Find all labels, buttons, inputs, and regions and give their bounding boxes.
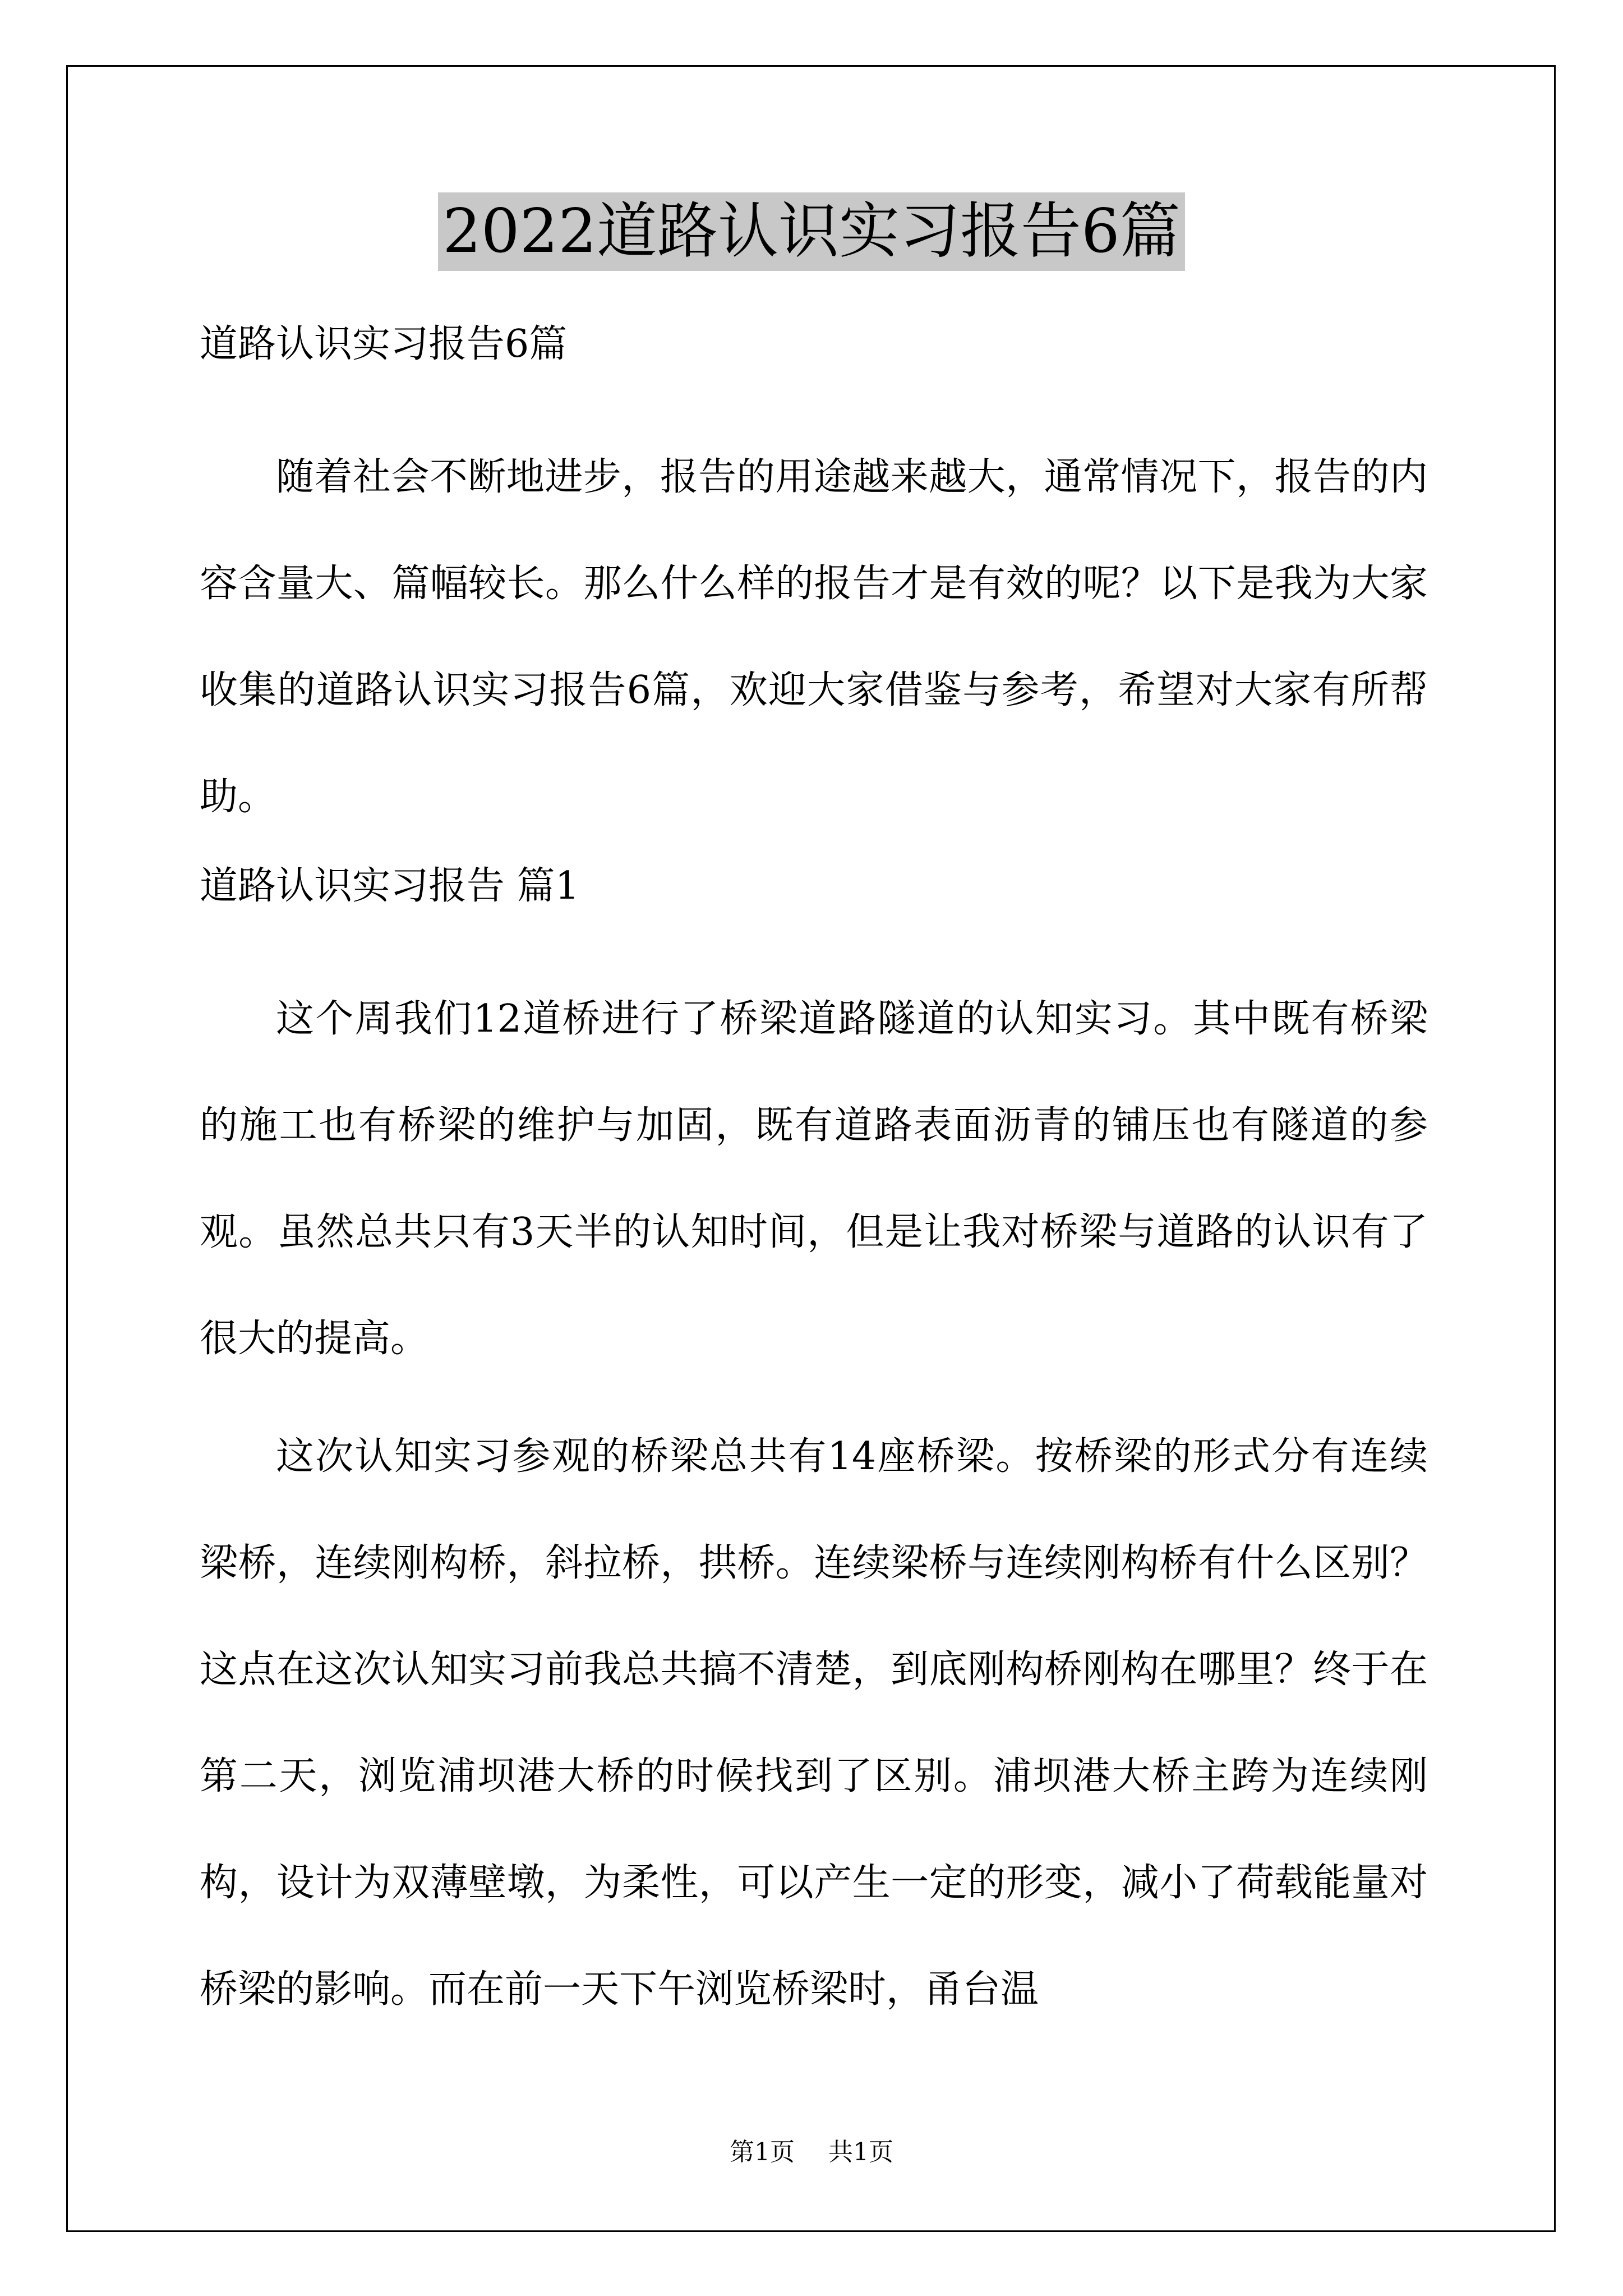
total-pages: 共1页 bbox=[828, 2138, 893, 2166]
section-heading: 道路认识实习报告 篇1 bbox=[200, 864, 579, 908]
intro-paragraph: 随着社会不断地进步，报告的用途越来越大，通常情况下，报告的内容含量大、篇幅较长。那么什么样的报告才是有效的呢？以下是我为大家收集的道路认识实习报告6篇，欢迎大家借鉴与参考，希望对大家有所帮助。 bbox=[200, 455, 1428, 819]
body-paragraph: 这次认知实习参观的桥梁总共有14座桥梁。按桥梁的形式分有连续梁桥，连续刚构桥，斜拉桥，拱桥。连续梁桥与连续刚构桥有什么区别？这点在这次认知实习前我总共搞不清楚，到底刚构桥刚构在哪里？终于在第二天，浏览浦坝港大桥的时候找到了区别。浦坝港大桥主跨为连续刚构，设计为双薄壁墩，为柔性，可以产生一定的形变，减小了荷载能量对桥梁的影响。而在前一天下午浏览桥梁时，甬台温 bbox=[200, 1434, 1428, 2012]
title-container bbox=[0, 192, 1623, 271]
document-title: 2022道路认识实习报告6篇 bbox=[438, 192, 1185, 271]
document-body bbox=[200, 309, 1428, 2054]
page-number: 第1页 bbox=[730, 2138, 795, 2166]
document-subtitle: 道路认识实习报告6篇 bbox=[200, 322, 568, 366]
page-footer bbox=[0, 2132, 1623, 2168]
body-paragraph: 这个周我们12道桥进行了桥梁道路隧道的认知实习。其中既有桥梁的施工也有桥梁的维护与加固，既有道路表面沥青的铺压也有隧道的参观。虽然总共只有3天半的认知时间，但是让我对桥梁与道路的认识有了很大的提高。 bbox=[200, 997, 1428, 1361]
